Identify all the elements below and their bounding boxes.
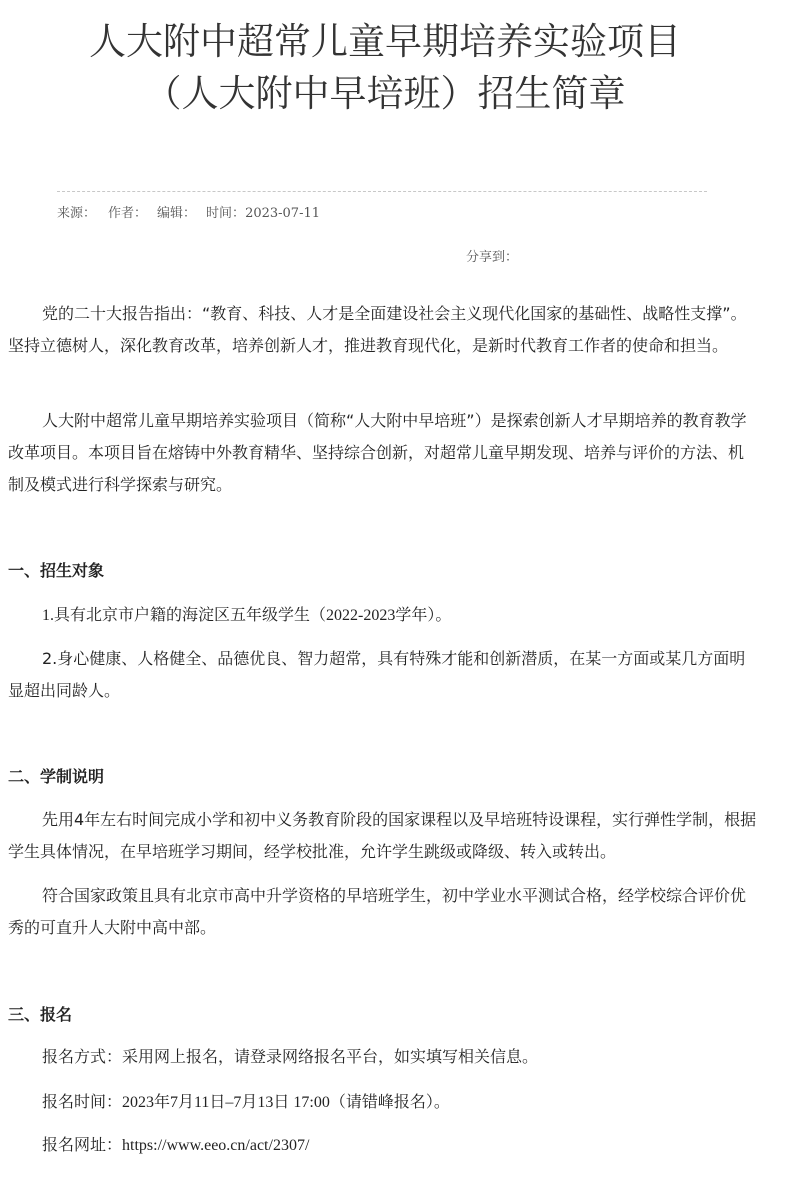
meta-author-label: 作者： [108,206,148,221]
article-title-line1: 人大附中超常儿童早期培养实验项目 [89,20,681,63]
meta-source-label: 来源： [57,206,97,221]
registration-url-link[interactable]: https://www.eeo.cn/act/2307/ [122,1137,310,1154]
enrollment-item-1: 1.具有北京市户籍的海淀区五年级学生（2022-2023学年）。 [42,607,452,624]
share-label[interactable]: 分享到： [466,250,519,265]
article-meta [57,205,320,223]
section-heading-enrollment-target: 一、招生对象 [8,561,105,580]
school-system-paragraph-1: 先用4年左右时间完成小学和初中义务教育阶段的国家课程以及早培班特设课程，实行弹性学制，根据学生具体情况，在早培班学习期间，经学校批准，允许学生跳级或降级、转入或转出。 [8,810,757,861]
enrollment-item-2: 2.身心健康、人格健全、品德优良、智力超常，具有特殊才能和创新潜质，在某一方面或某几方面明显超出同龄人。 [8,649,746,700]
intro-paragraph-1: 党的二十大报告指出：“教育、科技、人才是全面建设社会主义现代化国家的基础性、战略性支撑”。坚持立德树人，深化教育改革，培养创新人才，推进教育现代化，是新时代教育工作者的使命和担当。 [8,304,747,355]
meta-time-label: 时间： [206,206,246,221]
section-heading-registration: 三、报名 [8,1005,73,1024]
registration-method: 报名方式：采用网上报名，请登录网络报名平台，如实填写相关信息。 [42,1047,539,1066]
section-heading-school-system: 二、学制说明 [8,767,105,786]
intro-paragraph-2: 人大附中超常儿童早期培养实验项目（简称“人大附中早培班”）是探索创新人才早期培养的教育教学改革项目。本项目旨在熔铸中外教育精华、坚持综合创新，对超常儿童早期发现、培养与评价的方法、机制及模式进行科学探索与研究。 [8,411,747,494]
article-title-line2: （人大附中早培班）招生简章 [144,72,626,115]
title-divider [57,191,707,192]
meta-editor-label: 编辑： [157,206,197,221]
meta-date: 2023-07-11 [245,206,321,221]
school-system-paragraph-2: 符合国家政策且具有北京市高中升学资格的早培班学生，初中学业水平测试合格，经学校综合评价优秀的可直升人大附中高中部。 [8,886,747,937]
registration-url: 报名网址：https://www.eeo.cn/act/2307/ [42,1135,310,1154]
registration-time: 报名时间：2023年7月11日–7月13日 17:00（请错峰报名）。 [42,1092,450,1111]
